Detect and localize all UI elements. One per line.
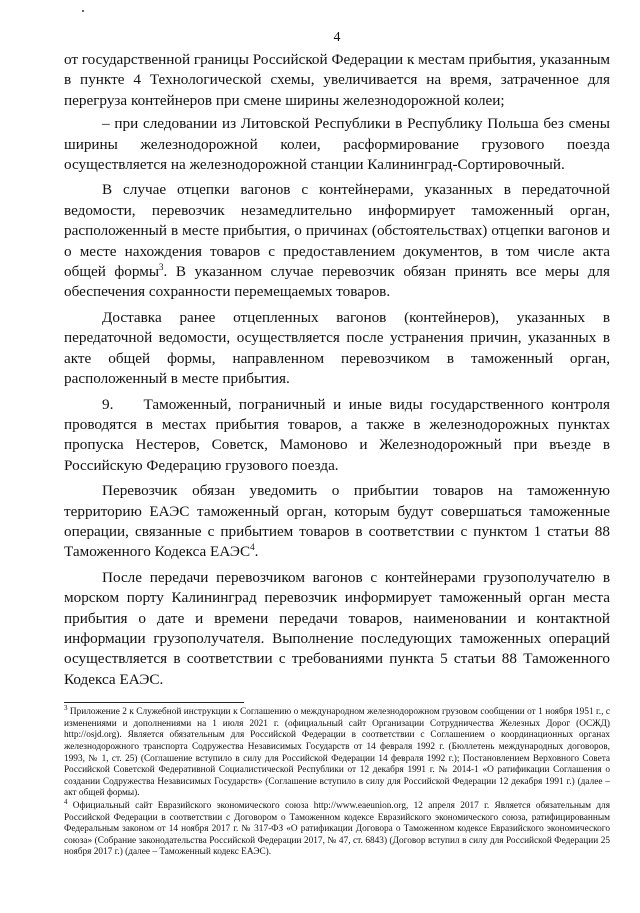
footnote-ref-3[interactable]: 3 xyxy=(159,262,164,272)
paragraph-2: – при следовании из Литовской Республики в Республику Польша без смены ширины железнодорожной колеи, расформирование грузового поезда осуществляется на железнодорожной станции Калининград-Сортировочный. xyxy=(64,115,610,174)
page-number: 4 xyxy=(333,30,341,45)
paragraph-3: В случае отцепки вагонов с контейнерами, указанных в передаточной ведомости, перевозчик незамедлительно информирует таможенный орган, расположенный в месте прибытия, о причинах (обстоятельствах) отцепки вагонов и о месте нахождения товаров с предоставлением документов, в том числе акта общей формы$^3$. В указанном случае перевозчик обязан принять все меры для обеспечения сохранности перемещаемых товаров. xyxy=(64,181,610,301)
paragraph-7: После передачи перевозчиком вагонов с контейнерами грузополучателю в морском порту Калининград перевозчик информирует таможенный орган места прибытия о дате и времени передачи товаров, наименовании и контактной информации грузополучателя. Выполнение последующих таможенных операций осуществляется в соответствии с требованиями пункта 5 статьи 88 Таможенного Кодекса ЕАЭС. xyxy=(64,568,610,688)
paragraph-1: от государственной границы Российской Федерации к местам прибытия, указанным в пункте 4 Технологической схемы, увеличивается на время, затраченное для перегруза контейнеров при смене ширины железнодорожной колеи; xyxy=(64,51,611,109)
document-page xyxy=(64,30,610,860)
footnote-ref-4[interactable]: 4 xyxy=(250,542,255,553)
paragraph-6: Перевозчик обязан уведомить о прибытии товаров на таможенную территорию ЕАЭС таможенный орган, которым будут совершаться таможенные операции, связанные с прибытием товаров в соответствии с пунктом 1 статьи 88 Таможенного Кодекса ЕАЭС$^4$. xyxy=(64,482,610,561)
paragraph-4: Доставка ранее отцепленных вагонов (контейнеров), указанных в передаточной ведомости, осуществляется после устранения причин, указанных в акте общей формы, направленном перевозчиком в таможенный орган, расположенный в месте прибытия. xyxy=(64,308,610,388)
paragraph-5: 9. Таможенный, пограничный и иные виды государственного контроля проводятся в местах прибытия товаров, а также в железнодорожных пунктах пропуска Нестеров, Советск, Мамоново и Железнодорожный при въезде в Российскую Федерацию грузового поезда. xyxy=(64,395,610,474)
footnote-4: $^4$ Официальный сайт Евразийского экономического союза http://www.eaeunion.org, 12 апреля 2017 г. Является обязательным для Российской Федерации в соответствии с Договором о Таможенном кодексе Евразийского экономического союза, ратифицированным Федеральным законом от 14 ноября 2017 г. № 317-ФЗ «О ратификации Договора о Таможенном кодексе Евразийского экономического союза» (Собрание законодательства Российской Федерации 2017, № 47, ст. 6843) (Договор вступил в силу для Российской Федерации 25 ноября 2017 г.) (далее – Таможенный кодекс ЕАЭС). xyxy=(64,797,610,858)
footnote-3: $^3$ Приложение 2 к Служебной инструкции к Соглашению о международном железнодорожном грузовом сообщении от 1 ноября 1951 г., с изменениями и дополнениями на 1 июля 2021 г. (официальный сайт Организации Сотрудничества Железных Дорог (ОСЖД) http://osjd.org). Является обязательным для Российской Федерации в соответствии с Соглашением о координационных органах железнодорожного транспорта Содружества Независимых Государств от 14 февраля 1992 г. (Бюллетень международных договоров, 1993, № 1, ст. 25) (Соглашение вступило в силу для Российской Федерации 14 февраля 1992 г.); Постановлением Верховного Совета Российской Советской Федеративной Социалистической Республики от 12 декабря 1991 г. № 2014-1 «О ратификации Соглашения о создании Содружества Независимых Государств» (Соглашение вступило в силу для Российской Федерации 12 декабря 1991 г.) (далее – акт общей формы). xyxy=(64,704,610,799)
scan-speck xyxy=(82,10,84,12)
footnote-divider xyxy=(64,702,244,703)
